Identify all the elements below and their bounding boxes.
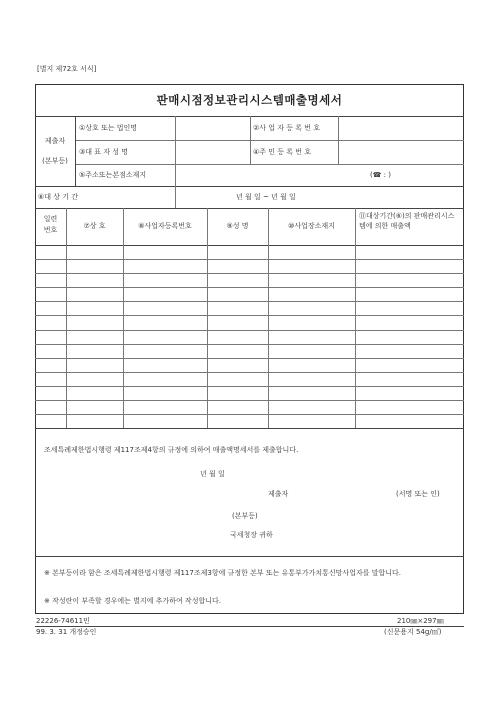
- form-number: [별지 제72호 서식]: [37, 65, 97, 73]
- table-row: [35, 414, 464, 415]
- address-divider: [175, 164, 176, 186]
- declaration-statement: 조세특례제한법시행령 제117조제4항의 규정에 의하여 매출액명세서를 제출합니다.: [44, 446, 299, 454]
- table-row: [35, 259, 464, 260]
- submitter-field-divider-2: [250, 116, 251, 164]
- note-1: ※ 본부등이라 함은 조세특례제한법시행령 제117조제3항에 규정한 본부 또는 유통부가가치통신망사업자를 말합니다.: [44, 569, 401, 577]
- table-header-divider: [35, 245, 464, 246]
- header-name: ⑨성 명: [226, 222, 249, 230]
- submitter-label-divider: [75, 116, 76, 186]
- declaration-date: 년 월 일: [200, 470, 225, 478]
- period-bottom-divider: [35, 208, 464, 209]
- submitter-field-divider-3: [338, 116, 339, 164]
- header-biz-no: ⑧사업자등록번호: [138, 222, 192, 230]
- col-divider-5: [355, 208, 356, 428]
- submitter-field-divider-1: [175, 116, 176, 164]
- representative-label: ③대 표 자 성 명: [79, 148, 128, 156]
- table-bottom-divider: [35, 428, 464, 429]
- table-row: [35, 330, 464, 331]
- note-2: ※ 작성란이 부족할 경우에는 별지에 추가하여 작성합니다.: [44, 597, 221, 605]
- submitter-row-divider-2: [75, 164, 464, 165]
- period-value: 년 월 일 ~ 년 월 일: [236, 193, 296, 201]
- table-row: [35, 301, 464, 302]
- header-sales: ⑪대상기간(⑥)의 판매관리시스템에 의한 매출액: [359, 212, 455, 230]
- business-reg-no-label: ②사 업 자 등 록 번 호: [253, 124, 320, 132]
- period-divider: [175, 186, 176, 208]
- table-row: [35, 358, 464, 359]
- submitter-label: 제출자: [44, 137, 66, 145]
- footer-code: 22226-74611민: [36, 617, 90, 625]
- table-row: [35, 386, 464, 387]
- table-row: [35, 372, 464, 373]
- header-location: ⑩사업장소재지: [288, 222, 335, 230]
- submitter-bottom-divider: [35, 186, 464, 187]
- col-divider-2: [123, 208, 124, 428]
- declaration-bottom-divider: [35, 556, 464, 557]
- col-divider-3: [207, 208, 208, 428]
- table-row: [35, 315, 464, 316]
- footer-approval: 99. 3. 31 개정승인: [36, 628, 97, 636]
- footer-paper: (신문용지 54g/㎡): [384, 628, 442, 636]
- company-name-label: ①상호 또는 법인명: [79, 124, 138, 132]
- table-row: [35, 400, 464, 401]
- footer-size: 210㎜×297㎜: [397, 617, 444, 625]
- period-label: ⑥대 상 기 간: [38, 193, 78, 201]
- table-row: [35, 344, 464, 345]
- address-label: ⑤주소또는본점소재지: [79, 171, 147, 179]
- submitter-sublabel: (본부등): [42, 157, 68, 165]
- footer-divider: [35, 626, 464, 627]
- addressee: 국세청장 귀하: [230, 531, 273, 539]
- signature-placeholder: (서명 또는 인): [396, 490, 440, 498]
- table-row: [35, 287, 464, 288]
- form-title: 판매시점정보관리시스템매출명세서: [156, 93, 343, 107]
- header-serial: 일련 번호: [43, 215, 58, 234]
- table-row: [35, 273, 464, 274]
- resident-reg-no-label: ④주 민 등 록 번 호: [253, 148, 311, 156]
- col-divider-1: [66, 208, 67, 428]
- submitter-row-divider-1: [75, 140, 464, 141]
- declaration-submitter: 제출자: [268, 490, 289, 498]
- declaration-hq: (본부등): [232, 512, 258, 520]
- phone-field: (☎ : ): [370, 171, 391, 179]
- header-company: ⑦상 호: [83, 222, 106, 230]
- col-divider-4: [268, 208, 269, 428]
